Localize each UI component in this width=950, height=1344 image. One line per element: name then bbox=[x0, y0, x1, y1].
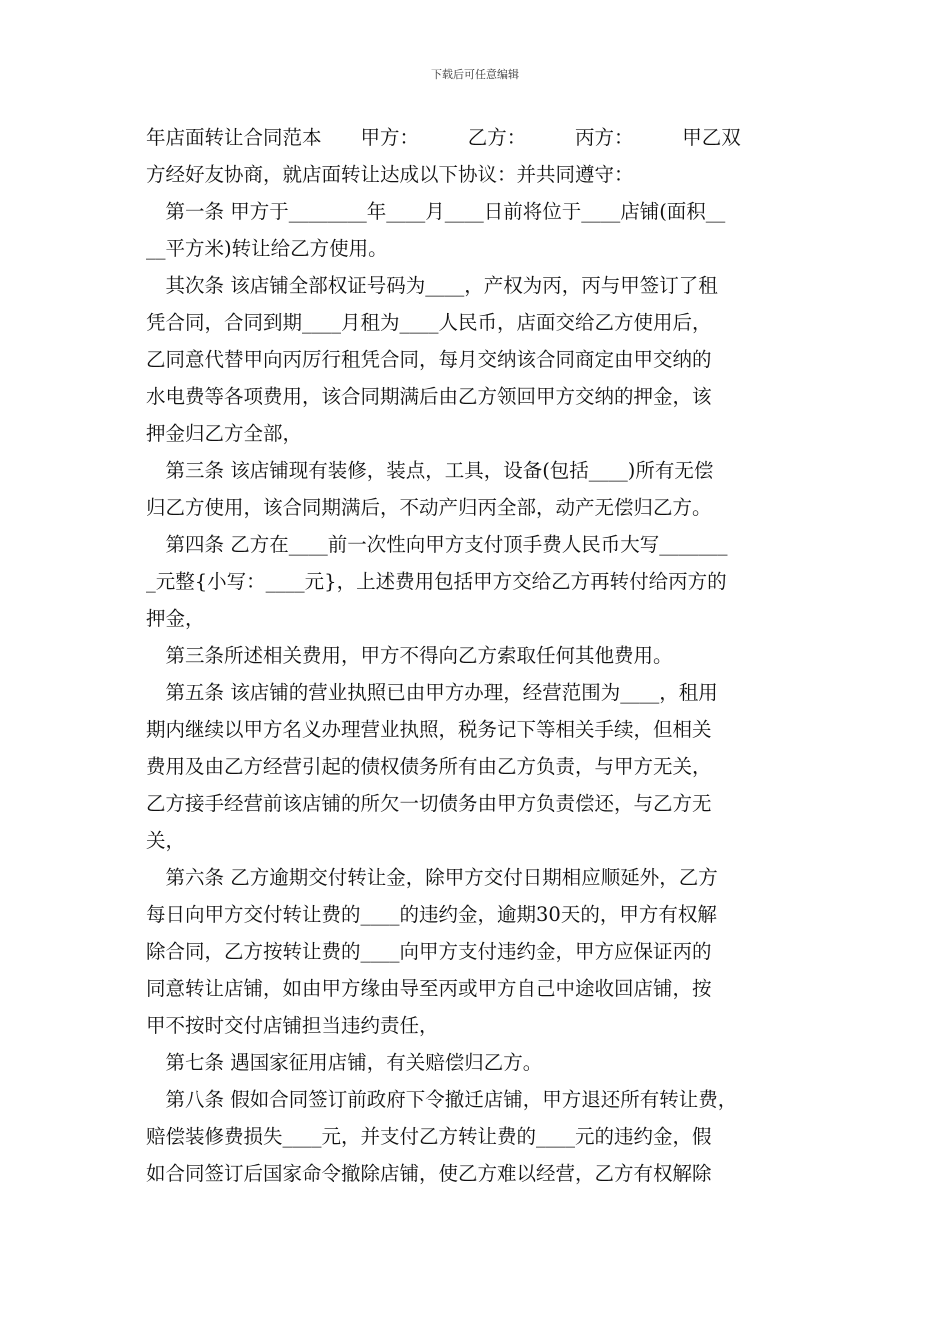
text-line: 关， bbox=[146, 829, 186, 852]
text-line: 其次条 该店铺全部权证号码为____，产权为丙，丙与甲签订了租 bbox=[146, 274, 718, 297]
text-line: 每日向甲方交付转让费的____的违约金，逾期30天的，甲方有权解 bbox=[146, 903, 717, 926]
text-line: 如合同签订后国家命令撤除店铺，使乙方难以经营，乙方有权解除 bbox=[146, 1162, 712, 1185]
text-line: 凭合同，合同到期____月租为____人民币，店面交给乙方使用后， bbox=[146, 311, 712, 334]
text-line: 第三条 该店铺现有装修，装点，工具，设备(包括____)所有无偿 bbox=[146, 459, 714, 482]
page-header-note: 下载后可任意编辑 bbox=[431, 68, 519, 81]
text-line: 水电费等各项费用，该合同期满后由乙方领回甲方交纳的押金，该 bbox=[146, 385, 712, 408]
text-line: 除合同，乙方按转让费的____向甲方支付违约金，甲方应保证丙的 bbox=[146, 940, 712, 963]
text-line: 甲不按时交付店铺担当违约责任， bbox=[146, 1014, 439, 1037]
text-line: 期内继续以甲方名义办理营业执照，税务记下等相关手续，但相关 bbox=[146, 718, 712, 741]
text-line: 第一条 甲方于________年____月____日前将位于____店铺(面积__ bbox=[146, 200, 726, 223]
text-line: 第五条 该店铺的营业执照已由甲方办理，经营范围为____，租用 bbox=[146, 681, 718, 704]
text-line: __平方米)转让给乙方使用。 bbox=[146, 237, 388, 260]
text-line: 第四条 乙方在____前一次性向甲方支付顶手费人民币大写_______ bbox=[146, 533, 728, 556]
text-line: 方经好友协商，就店面转让达成以下协议：并共同遵守： bbox=[146, 163, 634, 186]
text-line: 乙同意代替甲向丙厉行租凭合同，每月交纳该合同商定由甲交纳的 bbox=[146, 348, 712, 371]
text-line: _元整{小写：____元}，上述费用包括甲方交给乙方再转付给丙方的 bbox=[146, 570, 727, 593]
text-line: 赔偿装修费损失____元，并支付乙方转让费的____元的违约金，假 bbox=[146, 1125, 712, 1148]
text-line: 乙方接手经营前该店铺的所欠一切债务由甲方负责偿还，与乙方无 bbox=[146, 792, 712, 815]
text-line: 同意转让店铺，如由甲方缘由导至丙或甲方自己中途收回店铺，按 bbox=[146, 977, 712, 1000]
text-line: 押金， bbox=[146, 607, 205, 630]
text-line: 年店面转让合同范本 甲方： 乙方： 丙方： 甲乙双 bbox=[146, 126, 741, 149]
text-line: 第七条 遇国家征用店铺，有关赔偿归乙方。 bbox=[146, 1051, 543, 1074]
text-line: 费用及由乙方经营引起的债权债务所有由乙方负责，与甲方无关， bbox=[146, 755, 712, 778]
text-line: 第三条所述相关费用，甲方不得向乙方索取任何其他费用。 bbox=[146, 644, 673, 667]
text-line: 第八条 假如合同签订前政府下令撤迁店铺，甲方退还所有转让费， bbox=[146, 1088, 738, 1111]
text-line: 归乙方使用，该合同期满后，不动产归丙全部，动产无偿归乙方。 bbox=[146, 496, 712, 519]
text-line: 第六条 乙方逾期交付转让金，除甲方交付日期相应顺延外，乙方 bbox=[146, 866, 718, 889]
text-line: 押金归乙方全部， bbox=[146, 422, 303, 445]
